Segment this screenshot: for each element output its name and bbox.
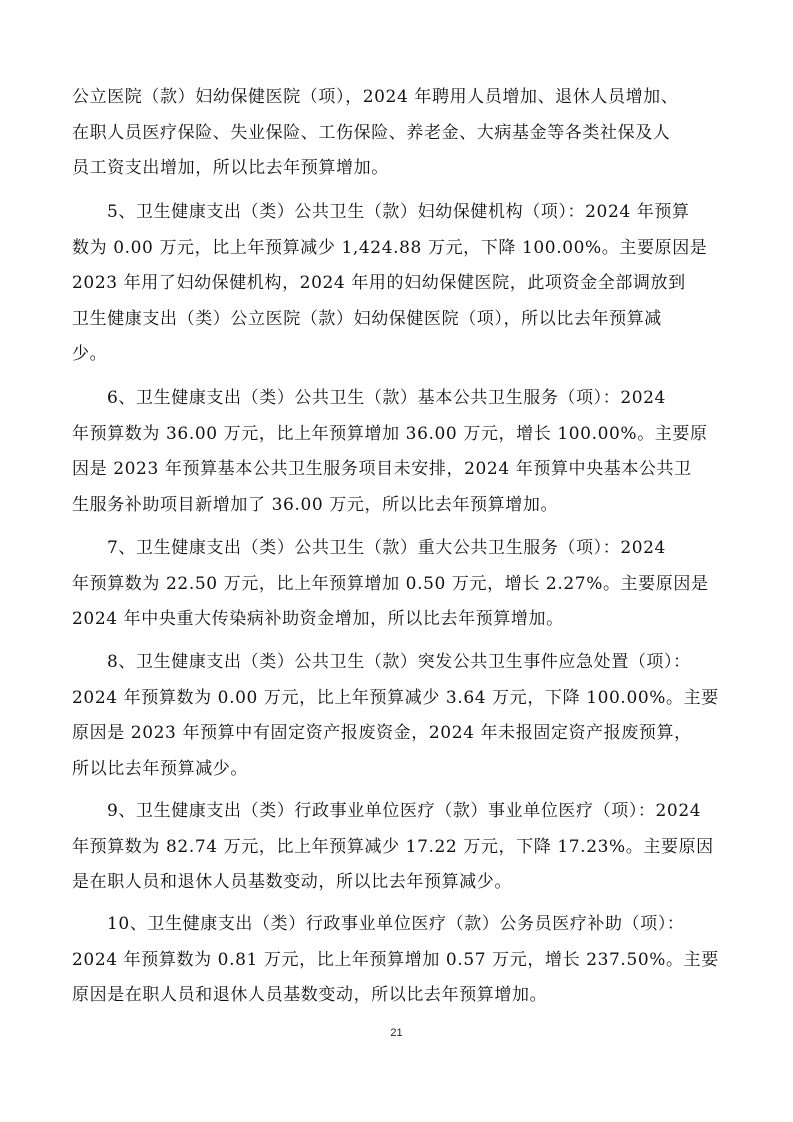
text-line: 5、卫生健康支出（类）公共卫生（款）妇幼保健机构（项）：2024 年预算 (107, 202, 690, 222)
paragraph-item-7 (72, 531, 717, 638)
text-line: 因是 2023 年预算基本公共卫生服务项目未安排，2024 年预算中央基本公共卫 (72, 459, 692, 480)
text-line: 9、卫生健康支出（类）行政事业单位医疗（款）事业单位医疗（项）：2024 (107, 801, 702, 821)
text-line: 2024 年中央重大传染病补助资金增加，所以比去年预算增加。 (72, 609, 564, 630)
text-line: 生服务补助项目新增加了 36.00 万元，所以比去年预算增加。 (72, 494, 559, 515)
text-line: 年预算数为 36.00 万元，比上年预算增加 36.00 万元，增长 100.00%。主要原 (72, 423, 708, 444)
paragraph-continuation (72, 80, 717, 187)
text-line: 2024 年预算数为 0.00 万元，比上年预算减少 3.64 万元，下降 100.00%。主要 (72, 687, 719, 708)
text-line: 公立医院（款）妇幼保健医院（项），2024 年聘用人员增加、退休人员增加、 (72, 87, 679, 107)
paragraph-item-10 (72, 907, 717, 1014)
text-line: 员工资支出增加，所以比去年预算增加。 (72, 158, 389, 179)
paragraph-item-8 (72, 645, 717, 787)
text-line: 少。 (72, 344, 108, 365)
text-line: 8、卫生健康支出（类）公共卫生（款）突发公共卫生事件应急处置（项）： (107, 652, 691, 672)
text-line: 2023 年用了妇幼保健机构，2024 年用的妇幼保健医院，此项资金全部调放到 (72, 273, 686, 294)
text-line: 年预算数为 22.50 万元，比上年预算增加 0.50 万元，增长 2.27%。主要原因是 (72, 573, 709, 594)
paragraph-item-5 (72, 195, 717, 373)
paragraph-item-9 (72, 794, 717, 901)
text-line: 6、卫生健康支出（类）公共卫生（款）基本公共卫生服务（项）：2024 (107, 388, 666, 408)
text-line: 数为 0.00 万元，比上年预算减少 1,424.88 万元，下降 100.00%。主要原因是 (72, 237, 708, 258)
text-line: 所以比去年预算减少。 (72, 758, 248, 779)
page-number: 21 (390, 1027, 403, 1039)
text-line: 2024 年预算数为 0.81 万元，比上年预算增加 0.57 万元，增长 237.50%。主要 (72, 949, 719, 970)
text-line: 是在职人员和退休人员基数变动，所以比去年预算减少。 (72, 872, 512, 893)
text-line: 年预算数为 82.74 万元，比上年预算减少 17.22 万元，下降 17.23%。主要原因 (72, 836, 714, 857)
text-line: 7、卫生健康支出（类）公共卫生（款）重大公共卫生服务（项）：2024 (107, 538, 666, 558)
text-line: 10、卫生健康支出（类）行政事业单位医疗（款）公务员医疗补助（项）： (107, 914, 685, 934)
text-line: 卫生健康支出（类）公立医院（款）妇幼保健医院（项），所以比去年预算减 (72, 308, 662, 329)
text-line: 在职人员医疗保险、失业保险、工伤保险、养老金、大病基金等各类社保及人 (72, 122, 671, 143)
text-line: 原因是在职人员和退休人员基数变动，所以比去年预算增加。 (72, 985, 548, 1006)
paragraph-item-6 (72, 381, 717, 523)
text-line: 原因是 2023 年预算中有固定资产报废资金，2024 年未报固定资产报废预算， (72, 723, 692, 744)
